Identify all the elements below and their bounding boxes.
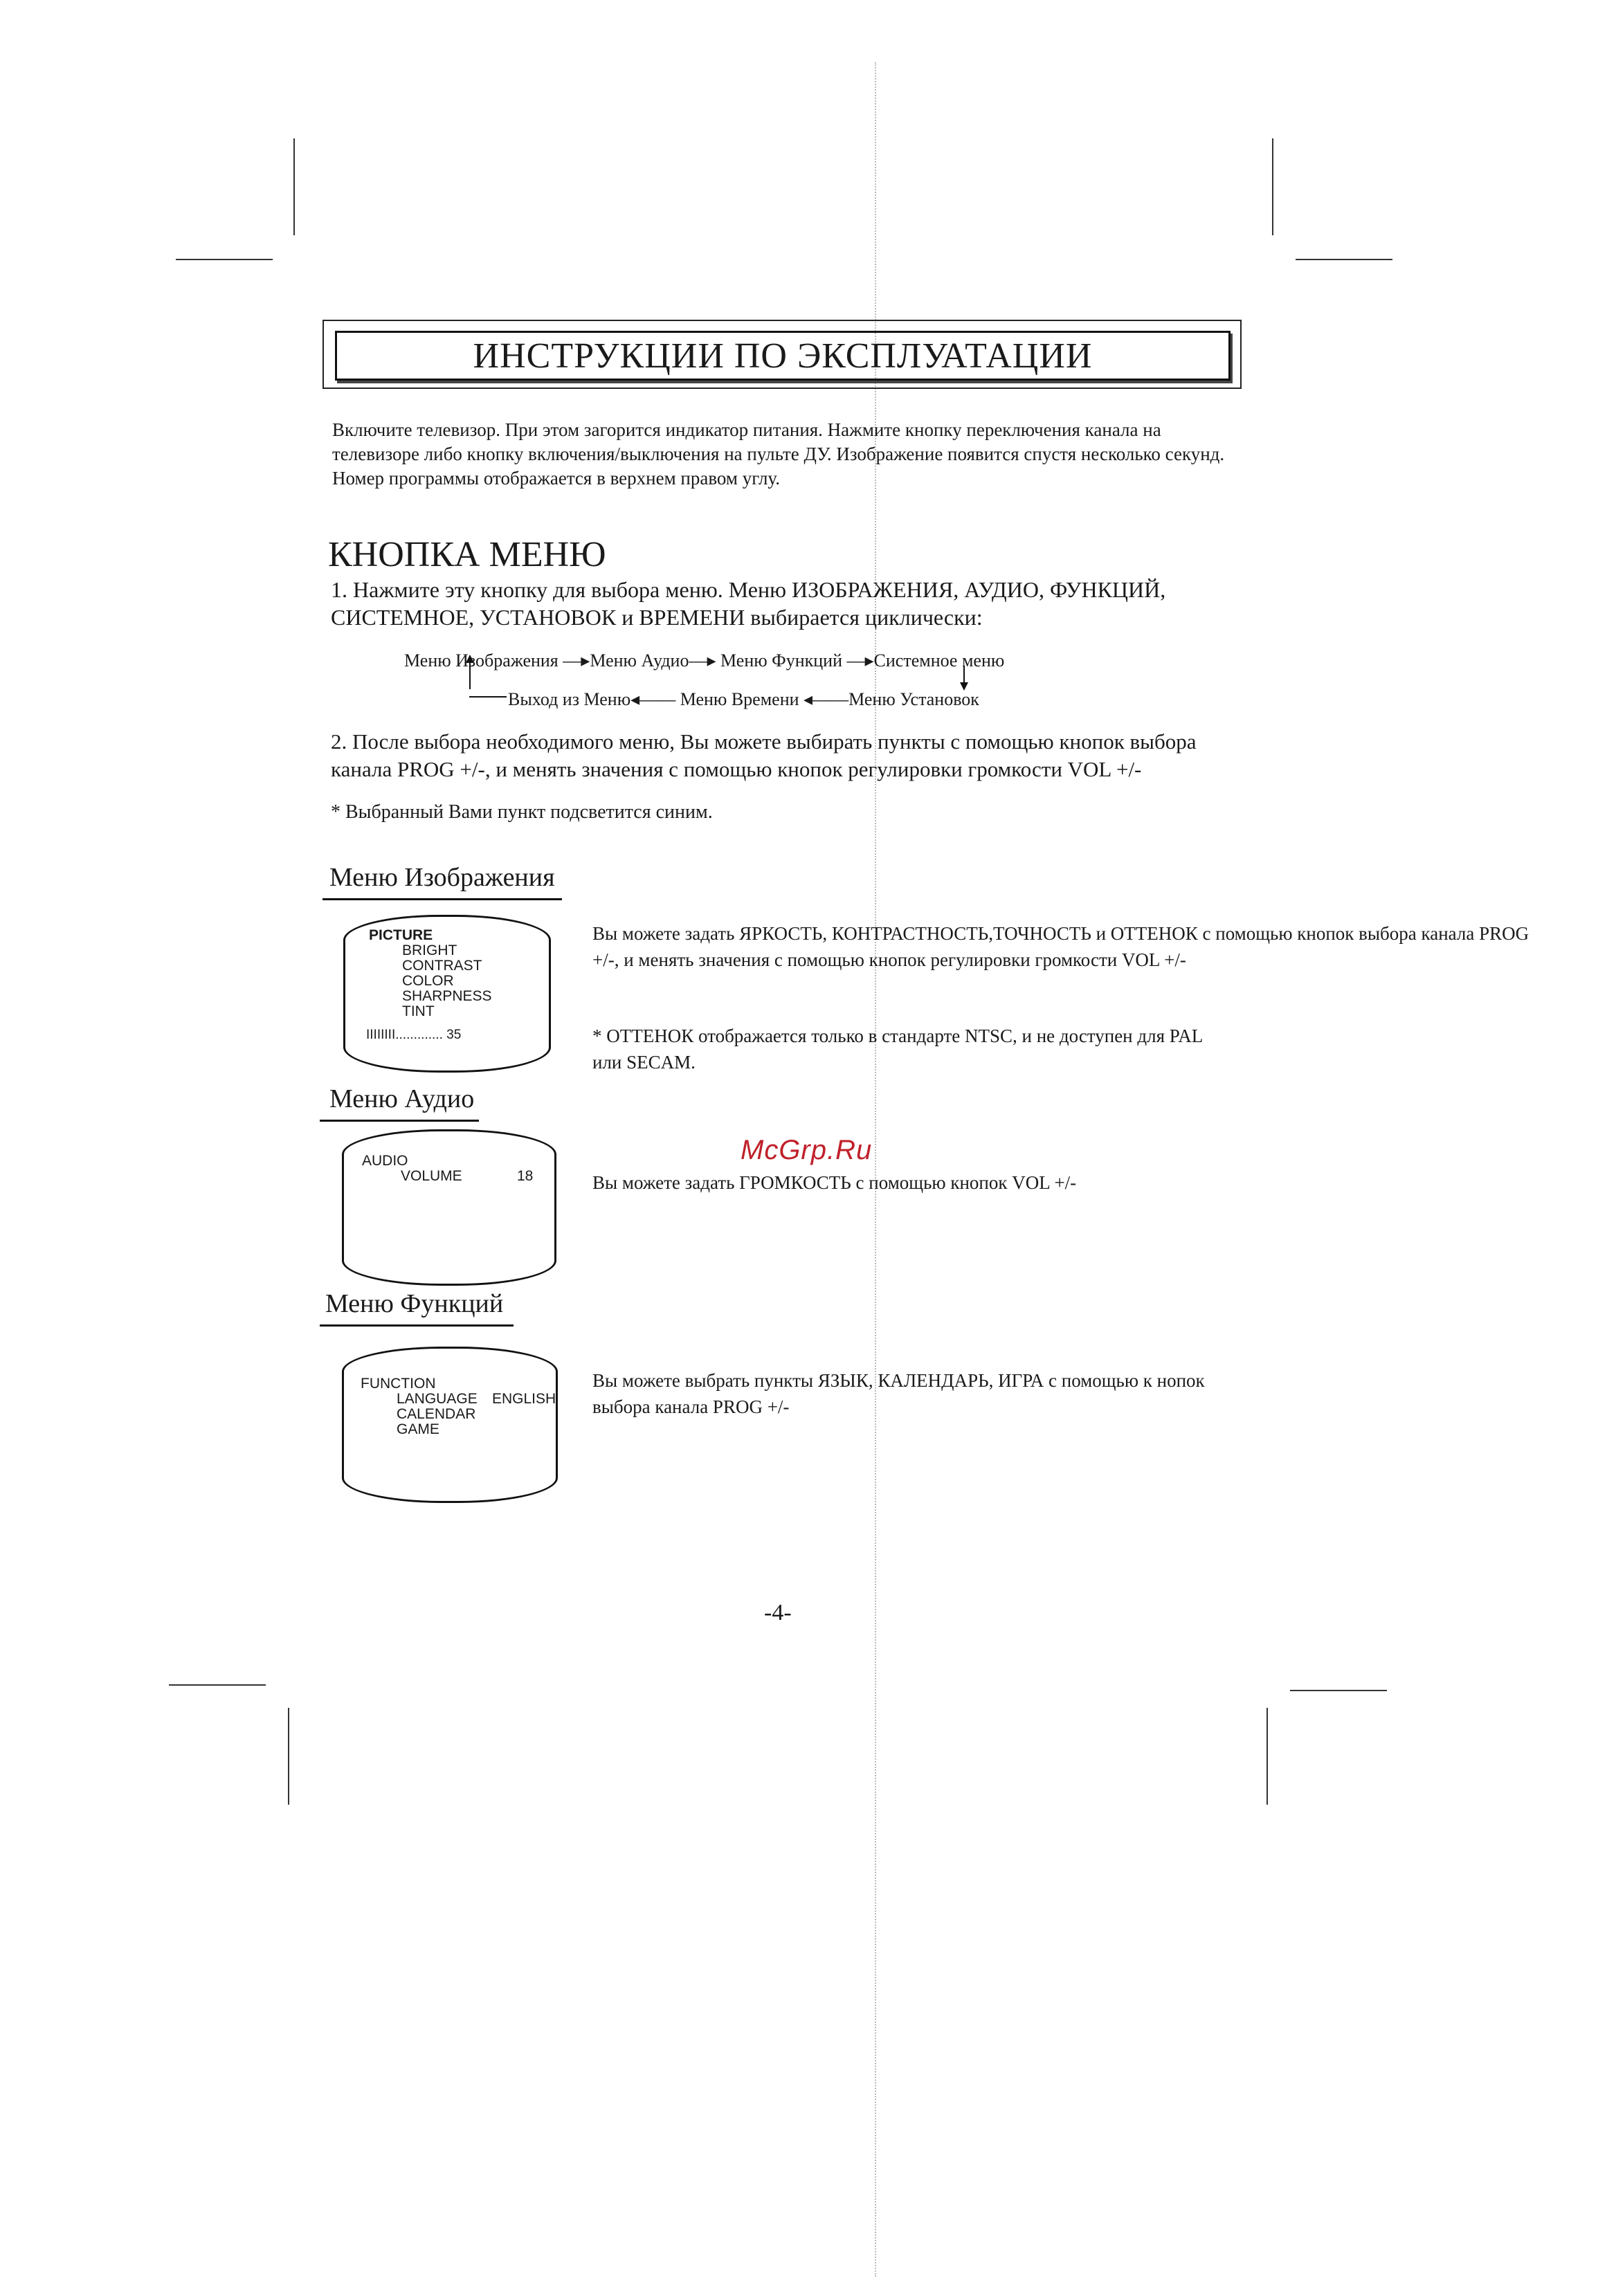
function-screen-items <box>397 1407 475 1437</box>
menu-item-volume: VOLUME <box>401 1168 462 1184</box>
picture-menu-note: * ОТТЕНОК отображается только в стандарте NTSC, и не доступен для PAL или SECAM. <box>592 1026 1203 1073</box>
language-value: ENGLISH <box>492 1391 556 1407</box>
picture-menu-screen <box>343 915 551 1073</box>
highlight-note: * Выбранный Вами пункт подсветится синим. <box>331 801 713 823</box>
menu-item-language: LANGUAGE <box>397 1391 478 1407</box>
function-menu-underline <box>320 1324 514 1327</box>
menu-cycle-row-2: Выход из Меню◂—— Меню Времени ◂——Меню Установок <box>508 689 979 709</box>
audio-menu-underline <box>320 1120 479 1122</box>
crop-mark <box>1266 1708 1268 1805</box>
arrow-up-icon <box>469 657 471 689</box>
flow-connector <box>469 696 507 698</box>
menu-button-paragraph-1: 1. Нажмите эту кнопку для выбора меню. Меню ИЗОБРАЖЕНИЯ, АУДИО, ФУНКЦИЙ, СИСТЕМНОЕ, УСТАНОВОК и ВРЕМЕНИ выбирается циклически: <box>331 577 1166 630</box>
arrow-down-icon <box>963 666 965 688</box>
intro-paragraph: Включите телевизор. При этом загорится индикатор питания. Нажмите кнопку переключения канала на телевизоре либо кнопку включения/выключения на пульте ДУ. Изображение появится спустя несколько секунд. Номер программы отображается в верхнем правом углу. <box>332 419 1225 489</box>
picture-menu-description: Вы можете задать ЯРКОСТЬ, КОНТРАСТНОСТЬ,ТОЧНОСТЬ и ОТТЕНОК с помощью кнопок выбора канала PROG +/-, и менять значения с помощью кнопок регулировки громкости VOL +/- <box>592 923 1529 970</box>
picture-screen-heading: PICTURE <box>369 927 433 943</box>
page-number: -4- <box>764 1600 792 1625</box>
crop-mark <box>1296 259 1392 260</box>
function-screen-heading: FUNCTION <box>361 1376 436 1392</box>
watermark: McGrp.Ru <box>741 1135 873 1165</box>
picture-menu-underline <box>323 898 562 900</box>
crop-mark <box>176 259 273 260</box>
picture-menu-title: Меню Изображения <box>329 863 555 892</box>
page-header-frame <box>335 331 1231 381</box>
audio-screen-heading: AUDIO <box>362 1153 408 1169</box>
menu-item-bright: BRIGHT <box>402 942 457 958</box>
picture-screen-items <box>402 943 492 1019</box>
audio-menu-screen <box>342 1129 556 1286</box>
crop-mark <box>1272 138 1273 235</box>
audio-menu-description: Вы можете задать ГРОМКОСТЬ с помощью кнопок VOL +/- <box>592 1172 1077 1193</box>
crop-mark <box>288 1708 289 1805</box>
audio-menu-title: Меню Аудио <box>329 1084 475 1113</box>
crop-mark <box>169 1684 266 1686</box>
page-title: ИНСТРУКЦИИ ПО ЭКСПЛУАТАЦИИ <box>473 336 1093 376</box>
function-menu-screen <box>342 1347 558 1503</box>
menu-button-title: КНОПКА МЕНЮ <box>328 535 606 574</box>
volume-value: 18 <box>517 1168 534 1184</box>
menu-button-paragraph-2: 2. После выбора необходимого меню, Вы можете выбирать пункты с помощью кнопок выбора канала PROG +/-, и менять значения с помощью кнопок регулировки громкости VOL +/- <box>331 729 1197 781</box>
crop-mark <box>293 138 295 235</box>
function-menu-description: Вы можете выбрать пункты ЯЗЫК, КАЛЕНДАРЬ, ИГРА с помощью к нопок выбора канала PROG +/- <box>592 1370 1205 1417</box>
picture-level-bar: IIIIIIII............. 35 <box>366 1028 462 1042</box>
menu-item-sharpness: SHARPNESS <box>402 988 492 1004</box>
menu-cycle-row-1: Меню Изображения —▸Меню Аудио—▸ Меню Функций —▸Системное меню <box>404 650 1005 671</box>
menu-item-tint: TINT <box>402 1003 435 1019</box>
crop-mark <box>1290 1690 1387 1691</box>
menu-item-game: GAME <box>397 1421 439 1437</box>
menu-item-calendar: CALENDAR <box>397 1406 476 1422</box>
function-menu-title: Меню Функций <box>325 1289 504 1318</box>
menu-item-color: COLOR <box>402 973 454 989</box>
page-header <box>323 320 1242 389</box>
menu-item-contrast: CONTRAST <box>402 958 482 974</box>
